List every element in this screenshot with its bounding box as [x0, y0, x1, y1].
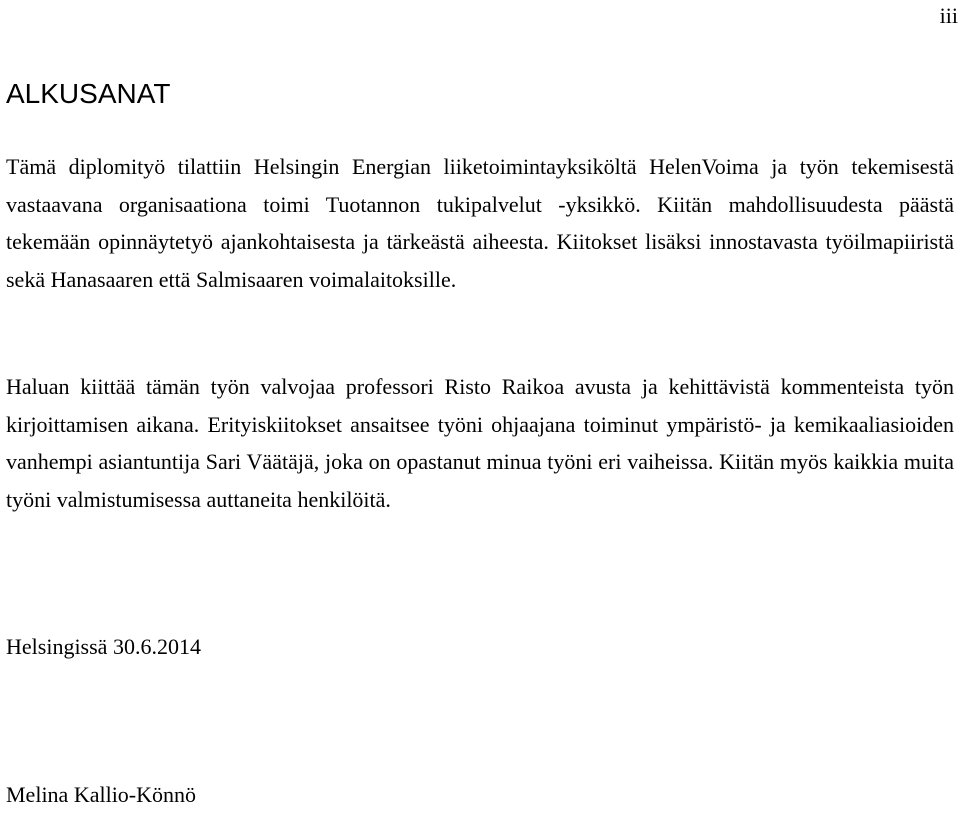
- author-signature: Melina Kallio-Könnö: [6, 782, 197, 807]
- page-number: iii: [939, 3, 958, 28]
- paragraph-2: Haluan kiittää tämän työn valvojaa professori Risto Raikoa avusta ja kehittävistä kommenteista työn kirjoittamisen aikana. Erityiskiitokset ansaitsee työni ohjaajana toiminut ympäristö- ja kemikaaliasioiden vanhempi asiantuntija Sari Väätäjä, joka on opastanut minua työni eri vaiheissa. Kiitän myös kaikkia muita työni valmistumisessa auttaneita henkilöitä.: [6, 374, 954, 512]
- place-date: Helsingissä 30.6.2014: [6, 634, 201, 659]
- section-heading: ALKUSANAT: [6, 78, 171, 109]
- paragraph-1: Tämä diplomityö tilattiin Helsingin Energian liiketoimintayksiköltä HelenVoima ja työn tekemisestä vastaavana organisaationa toimi Tuotannon tukipalvelut -yksikkö. Kiitän mahdollisuudesta päästä tekemään opinnäytetyö ajankohtaisesta ja tärkeästä aiheesta. Kiitokset lisäksi innostavasta työilmapiiristä sekä Hanasaaren että Salmisaaren voimalaitoksille.: [6, 154, 954, 292]
